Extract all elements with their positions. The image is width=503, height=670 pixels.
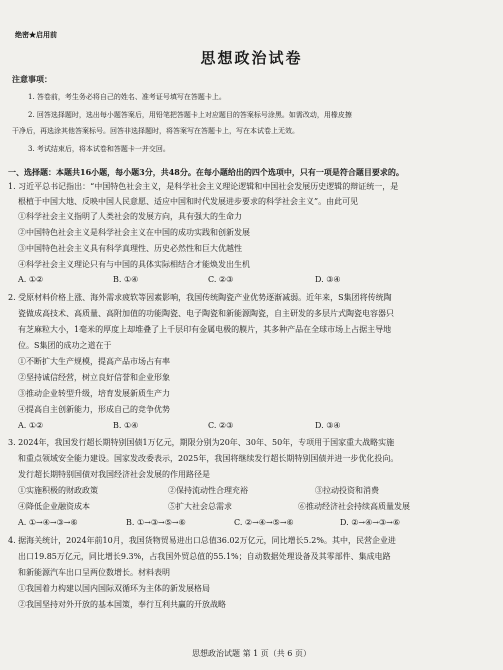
q3-option-c: C. ②→④→⑤→⑥ (234, 518, 294, 527)
notice-item: 2. 回答选择题时，选出每小题答案后，用铅笔把答题卡上对应题目的答案标号涂黑。如需改动，用橡皮擦 (28, 111, 352, 119)
q4-stem: 出口19.85万亿元，同比增长9.3%，占我国外贸总值的55.1%；自动数据处理设备及其零部件、集成电路 (18, 552, 391, 561)
q1-statement: ③中国特色社会主义具有科学真理性、历史必然性和巨大优越性 (18, 244, 242, 253)
q2-statement: ②坚持诚信经营，树立良好信誉和企业形象 (18, 373, 170, 382)
q1-option-a: A. ①② (18, 275, 44, 284)
q3-statement: ④降低企业融资成本 (18, 502, 90, 511)
q1-stem: 根植于中国大地、反映中国人民意愿、适应中国和时代发展进步要求的科学社会主义”。由此可见 (18, 197, 359, 206)
q4-stem: 和新能源汽车出口呈两位数增长。材料表明 (18, 568, 170, 577)
q2-stem: 2. 受原材料价格上涨、海外需求疲软等因素影响，我国传统陶瓷产业优势逐渐减弱。近年来，S集团将传统陶 (8, 293, 392, 302)
q3-statement: ①实施积极的财政政策 (18, 486, 98, 495)
q3-stem: 和重点领域安全能力建设。国家发改委表示，2025年，我国将继续发行超长期特别国债并进一步优化投向。 (18, 454, 399, 463)
q3-statement: ⑤扩大社会总需求 (168, 502, 232, 511)
q2-option-d: D. ③④ (315, 421, 341, 430)
section-text: 本题共16小题，每小题3分，共48分。在每小题给出的四个选项中，只有一项是符合题目要求的。 (56, 167, 404, 177)
q1-stem: 1. 习近平总书记指出：“中国特色社会主义，是科学社会主义理论逻辑和中国社会发展历史逻辑的辩证统一，是 (8, 182, 399, 191)
notice-item: 1. 答卷前，考生务必将自己的姓名、准考证号填写在答题卡上。 (28, 93, 226, 101)
q2-statement: ③推动企业转型升级，培育发展新质生产力 (18, 389, 170, 398)
q4-stem: 4. 据海关统计，2024年前10月，我国货物贸易进出口总值36.02万亿元，同比增长5.2%。其中，民营企业进 (8, 536, 396, 545)
q2-option-c: C. ②③ (208, 421, 234, 430)
notice-item: 3. 考试结束后，将本试卷和答题卡一并交回。 (28, 145, 170, 153)
q2-option-a: A. ①② (18, 421, 44, 430)
secret-mark: 绝密★启用前 (15, 30, 57, 39)
q1-statement: ②中国特色社会主义是科学社会主义在中国的成功实践和创新发展 (18, 228, 250, 237)
q2-option-b: B. ①④ (113, 421, 139, 430)
q1-option-d: D. ③④ (315, 275, 341, 284)
q1-option-b: B. ①④ (113, 275, 139, 284)
notice-item: 干净后，再选涂其他答案标号。回答非选择题时，将答案写在答题卡上，写在本试卷上无效。 (12, 127, 299, 135)
q2-stem: 位。S集团的成功之道在于 (18, 341, 112, 350)
page-footer: 思想政治试题 第 1 页（共 6 页） (192, 649, 311, 658)
q3-option-d: D. ②→④→③→⑥ (340, 518, 401, 527)
q3-stem: 发行超长期特别国债对我国经济社会发展的作用路径是 (18, 470, 210, 479)
q3-option-b: B. ①→③→⑤→⑥ (126, 518, 186, 527)
q2-statement: ①不断扩大生产规模，提高产品市场占有率 (18, 357, 170, 366)
q3-option-a: A. ①→④→③→⑥ (18, 518, 78, 527)
page-title: 思想政治试卷 (200, 49, 303, 67)
q1-option-c: C. ②③ (208, 275, 234, 284)
q3-statement: ②保持流动性合理充裕 (168, 486, 248, 495)
q2-statement: ④提高自主创新能力，形成自己的竞争优势 (18, 405, 170, 414)
q3-stem: 3. 2024年，我国发行超长期特别国债1万亿元，期限分别为20年、30年、50年，专项用于国家重大战略实施 (8, 438, 395, 447)
q4-statement: ①我国着力构建以国内国际双循环为主体的新发展格局 (18, 584, 210, 593)
q4-statement: ②我国坚持对外开放的基本国策，奉行互利共赢的开放战略 (18, 600, 226, 609)
q1-statement: ④科学社会主义理论只有与中国的具体实际相结合才能焕发出生机 (18, 260, 250, 269)
notice-heading: 注意事项： (12, 74, 52, 84)
q2-stem: 瓷做成高技术、高质量、高附加值的功能陶瓷、电子陶瓷和新能源陶瓷，自主研发的多层片式陶瓷电容器只 (18, 309, 394, 318)
q2-stem: 有芝麻粒大小，1毫米的厚度上却堆叠了上千层印有金属电极的膜片，其多种产品在全球市场上占据主导地 (18, 325, 392, 334)
q1-statement: ①科学社会主义指明了人类社会的发展方向，具有强大的生命力 (18, 212, 242, 221)
section-heading (8, 167, 404, 178)
q3-statement: ③拉动投资和消费 (315, 486, 379, 495)
q3-statement: ⑥推动经济社会持续高质量发展 (298, 502, 410, 511)
section-prefix: 一、选择题： (8, 167, 56, 177)
